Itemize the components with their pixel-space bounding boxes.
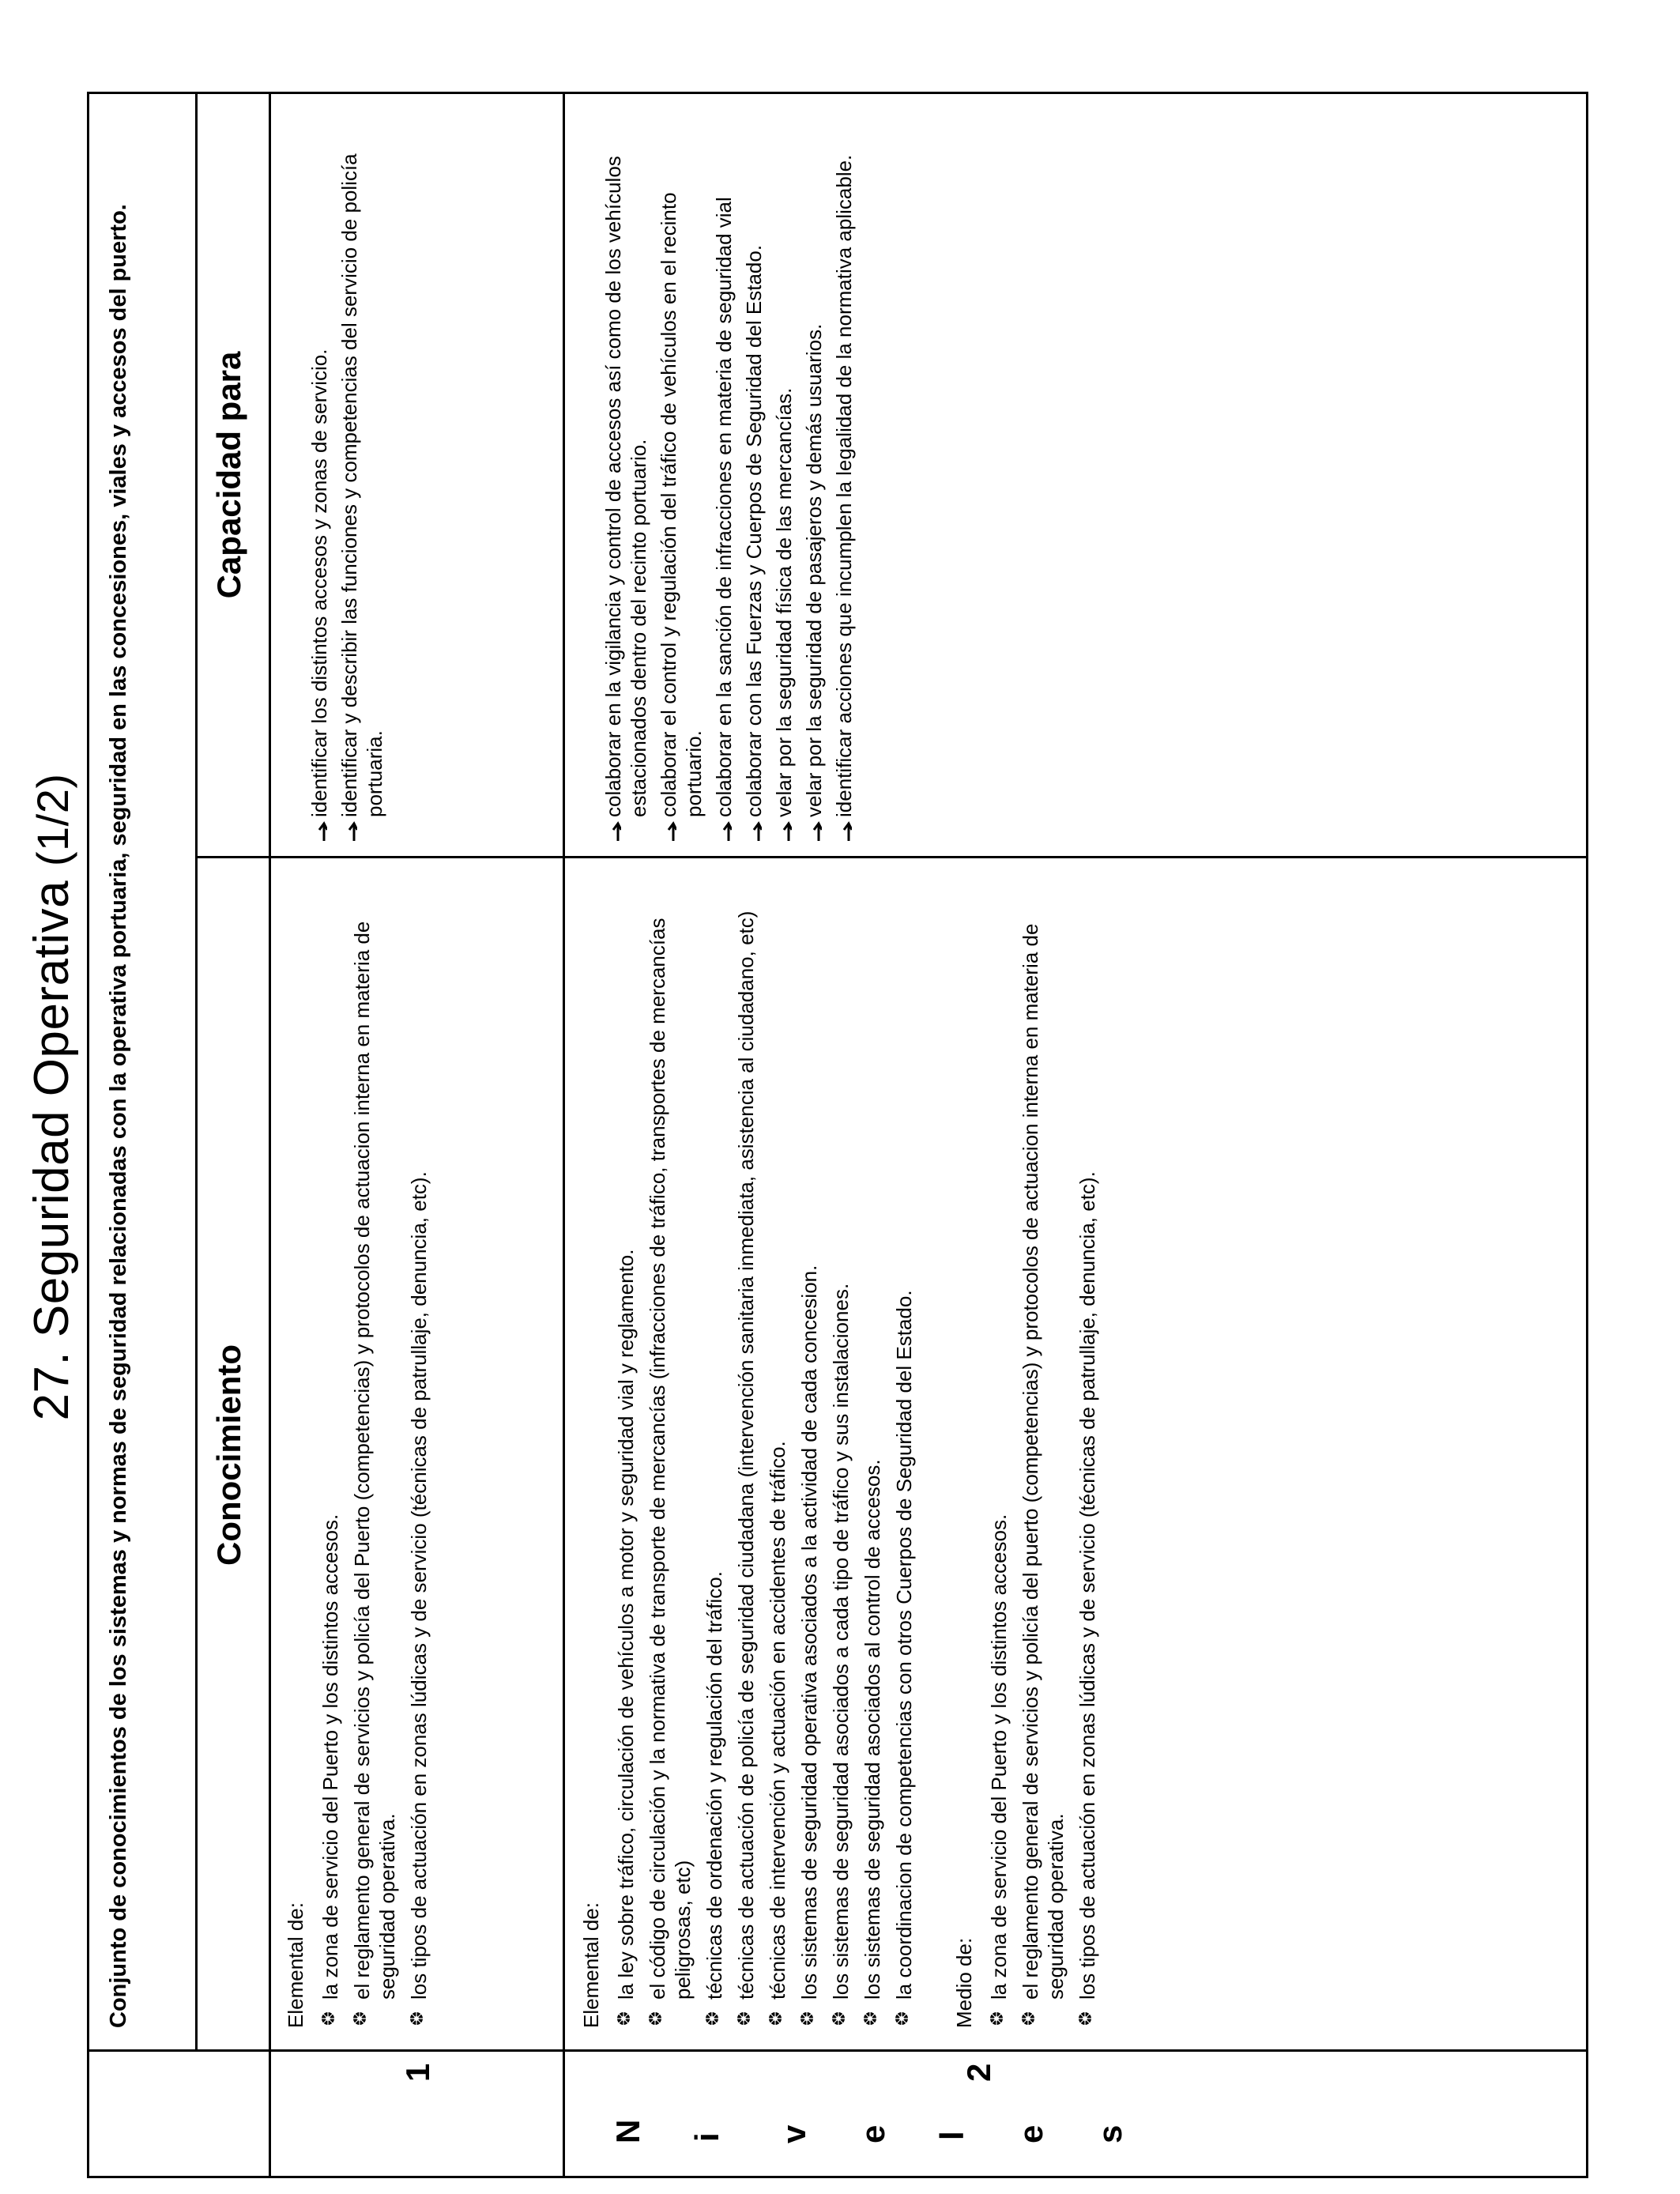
flower-bullet-icon bbox=[736, 2011, 751, 2026]
item-text: colaborar el control y regulación del tráfico de vehículos en el recinto portuario. bbox=[657, 192, 706, 817]
flower-bullet-icon bbox=[1020, 2011, 1036, 2026]
level-number: 1 bbox=[399, 2063, 436, 2082]
level-row-border bbox=[563, 92, 565, 2178]
list-item bbox=[656, 115, 706, 843]
list-item bbox=[645, 882, 695, 2028]
item-text: identificar los distintos accesos y zonas de servicio. bbox=[307, 349, 331, 817]
level2-capacidad bbox=[601, 115, 861, 843]
item-text: técnicas de actuación de policía de seguridad ciudadana (intervención sanitaria inmediata, asistencia al ciudadano, etc) bbox=[734, 910, 758, 2000]
list-item bbox=[797, 882, 822, 2028]
header-row-border bbox=[269, 92, 271, 2178]
arrow-bullet-icon bbox=[602, 819, 621, 843]
flower-bullet-icon bbox=[989, 2011, 1004, 2026]
list-item bbox=[741, 115, 767, 843]
flower-bullet-icon bbox=[831, 2011, 846, 2026]
item-text: la ley sobre tráfico, circulación de vehículos a motor y seguridad vial y reglamento. bbox=[614, 1249, 638, 2000]
item-text: los sistemas de seguridad asociados a cada tipo de tráfico y sus instalaciones. bbox=[829, 1283, 853, 2000]
item-text: la coordinacion de competencias con otros Cuerpos de Seguridad del Estado. bbox=[892, 1290, 916, 2000]
level-heading: Medio de: bbox=[952, 1937, 976, 2028]
arrow-bullet-icon bbox=[713, 819, 732, 843]
niveles-letter: e bbox=[854, 2124, 891, 2143]
level-number: 2 bbox=[960, 2063, 997, 2082]
niveles-letter: v bbox=[775, 2124, 812, 2143]
level1-conocimiento bbox=[283, 882, 438, 2028]
niveles-letter: i bbox=[688, 2132, 725, 2142]
intro-text: Conjunto de conocimientos de los sistemas y normas de seguridad relacionadas con la operativa portuaria, seguridad en las concesiones, viales y accesos del puerto. bbox=[106, 204, 131, 2028]
item-text: los sistemas de seguridad asociados al control de accesos. bbox=[861, 1459, 884, 2000]
item-text: velar por la seguridad de pasajeros y demás usuarios. bbox=[802, 323, 826, 817]
intro-row-border bbox=[195, 92, 198, 2052]
item-text: técnicas de ordenación y regulación del tráfico. bbox=[703, 1571, 726, 2000]
niveles-letter: s bbox=[1091, 2124, 1128, 2143]
flower-bullet-icon bbox=[320, 2011, 336, 2026]
list-item bbox=[1075, 882, 1100, 2028]
item-text: colaborar en la vigilancia y control de accesos así como de los vehículos estacionados dentro del recinto portuario. bbox=[601, 156, 650, 817]
arrow-bullet-icon bbox=[338, 819, 357, 843]
niveles-letter: e bbox=[1012, 2124, 1049, 2143]
item-text: los sistemas de seguridad operativa asociados a la actividad de cada concesion. bbox=[797, 1265, 821, 2000]
level2-conocimiento bbox=[578, 882, 1106, 2028]
niveles-column-border bbox=[87, 2049, 1588, 2052]
item-text: los tipos de actuación en zonas lúdicas y de servicio (técnicas de patrullaje, denuncia, etc). bbox=[1075, 1171, 1099, 2000]
item-text: colaborar con las Fuerzas y Cuerpos de Seguridad del Estado. bbox=[742, 244, 766, 817]
list-item bbox=[318, 882, 343, 2028]
flower-bullet-icon bbox=[704, 2011, 720, 2026]
column-divider bbox=[195, 856, 1588, 858]
arrow-bullet-icon bbox=[657, 819, 676, 843]
arrow-bullet-icon bbox=[308, 819, 327, 843]
flower-bullet-icon bbox=[409, 2011, 424, 2026]
item-text: técnicas de intervención y actuación en accidentes de tráfico. bbox=[766, 1441, 789, 2000]
level-heading: Elemental de: bbox=[284, 1902, 307, 2028]
list-item bbox=[828, 882, 853, 2028]
flower-bullet-icon bbox=[352, 2011, 367, 2026]
list-item bbox=[702, 882, 727, 2028]
list-item bbox=[613, 882, 638, 2028]
item-text: la zona de servicio del Puerto y los distintos accesos. bbox=[318, 1514, 342, 2000]
title-part: (1/2) bbox=[28, 773, 77, 867]
list-item bbox=[771, 115, 797, 843]
flower-bullet-icon bbox=[894, 2011, 910, 2026]
list-item bbox=[801, 115, 827, 843]
item-text: el código de circulación y la normativa de transporte de mercancías (infracciones de tráfico, transportes de mercancías peligrosas, etc) bbox=[646, 918, 695, 2000]
list-item bbox=[986, 882, 1011, 2028]
level-heading: Elemental de: bbox=[579, 1902, 603, 2028]
list-item bbox=[860, 882, 885, 2028]
arrow-bullet-icon bbox=[773, 819, 792, 843]
flower-bullet-icon bbox=[647, 2011, 663, 2026]
header-conocimiento: Conocimiento bbox=[210, 1344, 247, 1566]
list-item bbox=[337, 115, 387, 843]
item-text: colaborar en la sanción de infracciones en materia de seguridad vial bbox=[712, 197, 736, 817]
item-text: el reglamento general de servicios y policía del puerto (competencias) y protocolos de actuacion interna en materia de seguridad operativa. bbox=[1019, 923, 1068, 2000]
list-item bbox=[733, 882, 759, 2028]
item-text: los tipos de actuación en zonas lúdicas y de servicio (técnicas de patrullaje, denuncia, etc). bbox=[407, 1171, 431, 2000]
item-text: la zona de servicio del Puerto y los distintos accesos. bbox=[987, 1514, 1011, 2000]
list-item bbox=[406, 882, 431, 2028]
list-item bbox=[349, 882, 400, 2028]
item-text: identificar y describir las funciones y competencias del servicio de policía portuaria. bbox=[337, 153, 386, 817]
arrow-bullet-icon bbox=[833, 819, 852, 843]
arrow-bullet-icon bbox=[803, 819, 822, 843]
list-item bbox=[601, 115, 651, 843]
flower-bullet-icon bbox=[616, 2011, 631, 2026]
arrow-bullet-icon bbox=[743, 819, 762, 843]
title-main: 27. Seguridad Operativa bbox=[24, 880, 79, 1421]
header-capacidad: Capacidad para bbox=[210, 351, 247, 599]
list-item bbox=[307, 115, 332, 843]
flower-bullet-icon bbox=[799, 2011, 815, 2026]
list-item bbox=[765, 882, 790, 2028]
item-text: velar por la seguridad física de las mercancías. bbox=[772, 387, 796, 817]
flower-bullet-icon bbox=[862, 2011, 878, 2026]
page-title bbox=[24, 0, 80, 2194]
item-text: el reglamento general de servicios y policía del Puerto (competencias) y protocolos de actuacion interna en materia de seguridad operativa. bbox=[350, 921, 399, 2000]
flower-bullet-icon bbox=[767, 2011, 783, 2026]
level1-capacidad bbox=[307, 115, 392, 843]
list-item bbox=[1018, 882, 1068, 2028]
list-item bbox=[831, 115, 857, 843]
niveles-letter: l bbox=[933, 2131, 970, 2140]
niveles-letter: N bbox=[609, 2119, 646, 2143]
flower-bullet-icon bbox=[1077, 2011, 1093, 2026]
item-text: identificar acciones que incumplen la legalidad de la normativa aplicable. bbox=[832, 154, 856, 817]
list-item bbox=[711, 115, 736, 843]
list-item bbox=[891, 882, 917, 2028]
